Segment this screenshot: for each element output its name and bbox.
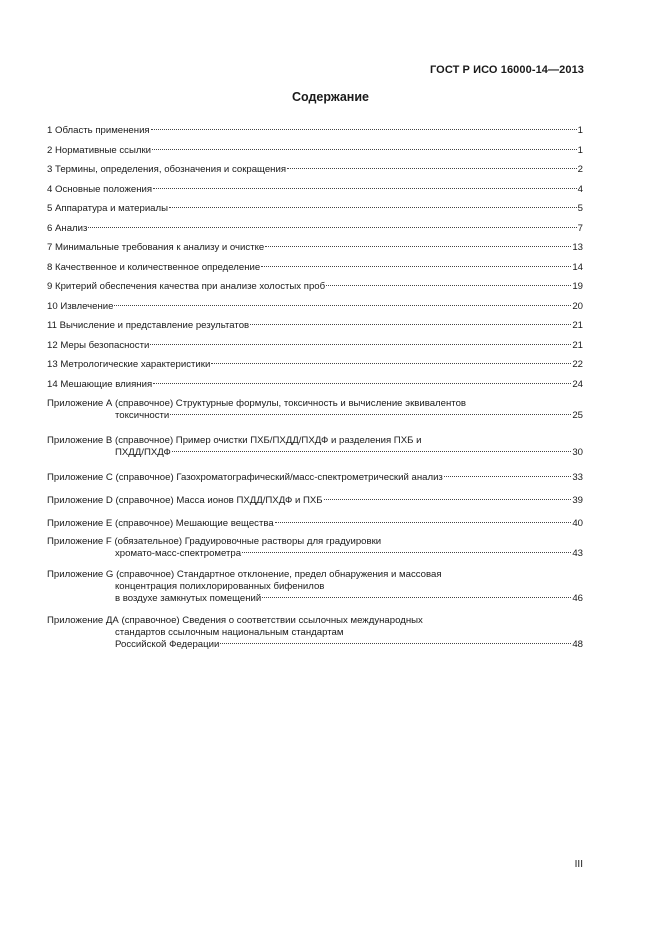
page-number: III	[574, 859, 583, 870]
toc-entry[interactable]	[47, 164, 583, 176]
appendix-title: Приложение D (справочное) Масса ионов ПХДД/ПХДФ и ПХБ	[47, 495, 323, 506]
toc-entry-page: 40	[572, 518, 583, 529]
appendix-title-cont: стандартов ссылочным национальным стандартам	[115, 627, 344, 638]
toc-entry[interactable]	[47, 359, 583, 371]
dot-leader	[250, 324, 571, 325]
appendix-title: Приложение Е (справочное) Мешающие вещества	[47, 518, 274, 529]
toc-appendix-entry[interactable]	[47, 398, 583, 422]
toc-appendix-entry[interactable]	[47, 435, 583, 459]
dot-leader	[287, 168, 577, 169]
toc-entry-label: 1 Область применения	[47, 125, 150, 136]
appendix-title: Приложение А (справочное) Структурные формулы, токсичность и вычисление эквивалентов	[47, 398, 467, 409]
dot-leader	[170, 414, 571, 415]
appendix-title: Приложение С (справочное) Газохроматографический/масс-спектрометрический анализ	[47, 472, 443, 483]
toc-entry-page: 14	[572, 262, 583, 273]
dot-leader	[153, 188, 577, 189]
toc-entry-label: 7 Минимальные требования к анализу и очистке	[47, 242, 265, 253]
toc-entry[interactable]	[47, 262, 583, 274]
dot-leader	[211, 363, 571, 364]
toc-entry-page: 43	[572, 548, 583, 559]
toc-entry-label: 14 Мешающие влияния	[47, 379, 153, 390]
toc-entry[interactable]	[47, 184, 583, 196]
toc-appendix-entry[interactable]	[47, 569, 583, 605]
toc-entry-page: 1	[577, 145, 583, 156]
dot-leader	[114, 305, 571, 306]
toc-entry-page: 7	[577, 223, 583, 234]
standard-code: ГОСТ Р ИСО 16000-14—2013	[429, 64, 584, 76]
toc-entry-page: 1	[577, 125, 583, 136]
toc-entry-label: 5 Аппаратура и материалы	[47, 203, 169, 214]
toc-entry-page: 4	[577, 184, 583, 195]
toc-appendix-entry[interactable]	[47, 518, 583, 530]
toc-appendix-entry[interactable]	[47, 472, 583, 484]
toc-entry[interactable]	[47, 242, 583, 254]
appendix-title: Приложение F (обязательное) Градуировочные растворы для градуировки	[47, 536, 382, 547]
toc-entry-page: 30	[572, 447, 583, 458]
toc-entry-label: 9 Критерий обеспечения качества при анализе холостых проб	[47, 281, 326, 292]
dot-leader	[152, 149, 577, 150]
appendix-title-cont: концентрация полихлорированных бифенилов	[115, 581, 325, 592]
toc-appendix-entry[interactable]	[47, 536, 583, 560]
toc-entry[interactable]	[47, 145, 583, 157]
dot-leader	[150, 344, 571, 345]
dot-leader	[169, 207, 577, 208]
toc-entry-page: 22	[572, 359, 583, 370]
toc-entry-label: 8 Качественное и количественное определение	[47, 262, 261, 273]
toc-entry[interactable]	[47, 125, 583, 137]
toc-entry[interactable]	[47, 203, 583, 215]
toc-entry-page: 20	[572, 301, 583, 312]
toc-entry-label: 10 Извлечение	[47, 301, 114, 312]
toc-appendix-entry[interactable]	[47, 495, 583, 507]
appendix-title-cont: Российской Федерации	[115, 639, 220, 650]
dot-leader	[261, 266, 571, 267]
appendix-title-cont: хромато-масс-спектрометра	[115, 548, 242, 559]
toc-entry[interactable]	[47, 340, 583, 352]
dot-leader	[265, 246, 571, 247]
toc-appendix-entry[interactable]	[47, 615, 583, 651]
toc-entry-label: 11 Вычисление и представление результатов	[47, 320, 250, 331]
toc-entry-page: 2	[577, 164, 583, 175]
appendix-title-cont: ПХДД/ПХДФ	[115, 447, 171, 458]
toc-entry[interactable]	[47, 281, 583, 293]
toc-entry-label: 2 Нормативные ссылки	[47, 145, 152, 156]
dot-leader	[88, 227, 576, 228]
dot-leader	[242, 552, 571, 553]
toc-entry-page: 46	[572, 593, 583, 604]
toc-entry-page: 19	[572, 281, 583, 292]
dot-leader	[220, 643, 571, 644]
toc-entry-page: 39	[572, 495, 583, 506]
toc-entry[interactable]	[47, 379, 583, 391]
toc-entry-label: 3 Термины, определения, обозначения и сокращения	[47, 164, 287, 175]
dot-leader	[153, 383, 571, 384]
appendix-title: Приложение G (справочное) Стандартное отклонение, предел обнаружения и массовая	[47, 569, 442, 580]
toc-entry[interactable]	[47, 223, 583, 235]
toc-entry-label: 12 Меры безопасности	[47, 340, 150, 351]
toc-entry-page: 13	[572, 242, 583, 253]
toc-entry-page: 33	[572, 472, 583, 483]
toc-entry-page: 21	[572, 320, 583, 331]
toc-entry-page: 21	[572, 340, 583, 351]
toc-entry-page: 25	[572, 410, 583, 421]
appendix-title: Приложение ДА (справочное) Сведения о соответствии ссылочных международных	[47, 615, 423, 626]
toc-entry[interactable]	[47, 301, 583, 313]
appendix-title: Приложение В (справочное) Пример очистки ПХБ/ПХДД/ПХДФ и разделения ПХБ и	[47, 435, 422, 446]
toc-entry-label: 6 Анализ	[47, 223, 88, 234]
dot-leader	[151, 129, 577, 130]
page-title: Содержание	[291, 90, 369, 104]
toc-entry-page: 48	[572, 639, 583, 650]
dot-leader	[326, 285, 571, 286]
dot-leader	[262, 597, 571, 598]
dot-leader	[324, 499, 572, 500]
toc-entry-page: 5	[577, 203, 583, 214]
dot-leader	[275, 522, 572, 523]
dot-leader	[444, 476, 571, 477]
toc-entry-label: 4 Основные положения	[47, 184, 153, 195]
appendix-title-cont: токсичности	[115, 410, 170, 421]
appendix-title-cont: в воздухе замкнутых помещений	[115, 593, 262, 604]
toc-entry-page: 24	[572, 379, 583, 390]
dot-leader	[172, 451, 571, 452]
toc-entry-label: 13 Метрологические характеристики	[47, 359, 211, 370]
toc-entry[interactable]	[47, 320, 583, 332]
